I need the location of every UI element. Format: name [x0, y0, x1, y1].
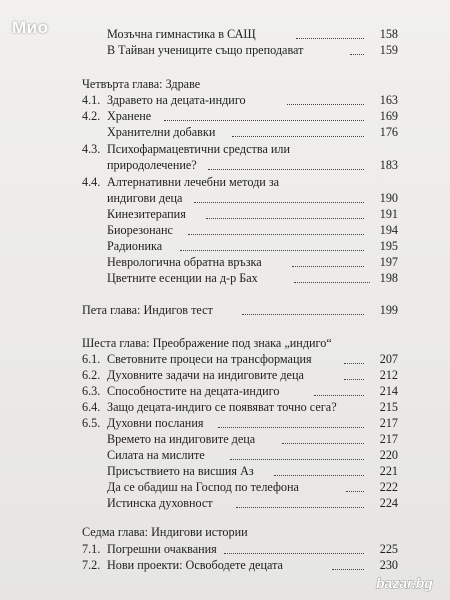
entry-text: Духовни послания	[107, 416, 204, 430]
toc-entry	[82, 27, 398, 41]
chapter-title: Седма глава: Индигови истории	[82, 525, 248, 539]
toc-entry	[82, 158, 398, 172]
entry-text: Да се обадиш на Господ по телефона	[107, 480, 299, 494]
section-number: 6.1.	[82, 352, 101, 366]
page-number: 176	[379, 125, 398, 139]
toc-entry	[82, 125, 398, 139]
page-number: 217	[379, 432, 398, 446]
entry-text: природолечение?	[107, 158, 197, 172]
toc-entry	[82, 207, 398, 221]
toc-entry	[82, 175, 398, 189]
page-number: 159	[379, 43, 398, 57]
dot-leader	[344, 378, 364, 380]
entry-text: Присъствието на висшия Аз	[107, 464, 254, 478]
page-number: 158	[379, 27, 398, 41]
entry-text: Погрешни очаквания	[107, 542, 217, 556]
page-number: 190	[379, 191, 398, 205]
section-number: 4.4.	[82, 175, 101, 189]
entry-text: Радионика	[107, 239, 163, 253]
entry-text: Мозъчна гимнастика в САЩ	[107, 27, 256, 41]
page-number: 207	[379, 352, 398, 366]
entry-text: В Тайван учениците също преподават	[107, 43, 304, 57]
dot-leader	[208, 168, 364, 170]
section-number: 6.4.	[82, 400, 101, 414]
chapter-heading	[82, 77, 398, 91]
page-number: 212	[379, 368, 398, 382]
entry-text: Времето на индиговите деца	[107, 432, 256, 446]
page-number: 222	[379, 480, 398, 494]
page-number: 197	[379, 255, 398, 269]
watermark-logo	[374, 572, 442, 594]
entry-text: Психофармацевтични средства или	[107, 142, 291, 156]
section-number: 6.5.	[82, 416, 101, 430]
section-number: 7.1.	[82, 542, 101, 556]
page-number: 230	[379, 558, 398, 572]
dot-leader	[294, 281, 370, 283]
page-number: 191	[379, 207, 398, 221]
dot-leader	[218, 426, 364, 428]
page-number: 220	[379, 448, 398, 462]
toc-entry	[82, 368, 398, 382]
dot-leader	[332, 568, 364, 570]
dot-leader	[350, 53, 364, 55]
dot-leader	[180, 249, 364, 251]
chapter-title: Пета глава: Индигов тест	[82, 303, 213, 317]
dot-leader	[344, 362, 364, 364]
dot-leader	[242, 313, 364, 315]
toc-entry	[82, 93, 398, 107]
page-number: 198	[379, 271, 398, 285]
watermark-logo-text: bazar.bg	[376, 575, 433, 591]
entry-text: Хранене	[107, 109, 152, 123]
toc-entry	[82, 239, 398, 253]
entry-text: Хранителни добавки	[107, 125, 216, 139]
dot-leader	[282, 442, 364, 444]
dot-leader	[346, 490, 364, 492]
page-number: 169	[379, 109, 398, 123]
page-number: 183	[379, 158, 398, 172]
page-number: 221	[379, 464, 398, 478]
entry-text: Защо децата-индиго се появяват точно сега?	[107, 400, 337, 414]
toc-entry	[82, 432, 398, 446]
toc-entry	[82, 400, 398, 414]
dot-leader	[236, 506, 364, 508]
entry-text: Цветните есенции на д-р Бах	[107, 271, 258, 285]
entry-text: Неврологична обратна връзка	[107, 255, 262, 269]
page-number: 195	[379, 239, 398, 253]
toc-entry	[82, 464, 398, 478]
toc-entry	[82, 352, 398, 366]
chapter-heading	[82, 525, 398, 539]
page-number: 224	[379, 496, 398, 510]
chapter-title: Четвърта глава: Здраве	[82, 77, 201, 91]
toc-entry	[82, 496, 398, 510]
toc-entry	[82, 558, 398, 572]
toc-entry	[82, 542, 398, 556]
toc-entry	[82, 191, 398, 205]
watermark-top: Мио	[12, 18, 49, 37]
dot-leader	[194, 201, 364, 203]
toc-entry	[82, 43, 398, 57]
entry-text: Нови проекти: Освободете децата	[107, 558, 283, 572]
entry-text: Истинска духовност	[107, 496, 213, 510]
page-number: 225	[379, 542, 398, 556]
section-number: 4.2.	[82, 109, 101, 123]
entry-text: Духовните задачи на индиговите деца	[107, 368, 304, 382]
chapter-title: Шеста глава: Преображение под знака „индиго“	[82, 336, 332, 350]
toc-entry	[82, 384, 398, 398]
dot-leader	[314, 394, 364, 396]
toc-entry	[82, 223, 398, 237]
page-number: 194	[379, 223, 398, 237]
toc-entry	[82, 448, 398, 462]
page-number: 214	[379, 384, 398, 398]
page-number: 163	[379, 93, 398, 107]
section-number: 6.3.	[82, 384, 101, 398]
toc-entry	[82, 109, 398, 123]
entry-text: Здравето на децата-индиго	[107, 93, 246, 107]
dot-leader	[224, 552, 364, 554]
chapter-heading	[82, 303, 398, 317]
section-number: 6.2.	[82, 368, 101, 382]
dot-leader	[188, 233, 364, 235]
page-number: 215	[379, 400, 398, 414]
toc-entry	[82, 480, 398, 494]
dot-leader	[164, 119, 364, 121]
toc-entry	[82, 416, 398, 430]
toc-entry	[82, 271, 398, 285]
dot-leader	[274, 474, 364, 476]
page-number: 217	[379, 416, 398, 430]
toc-entry	[82, 255, 398, 269]
dot-leader	[296, 37, 364, 39]
entry-text: Силата на мислите	[107, 448, 205, 462]
dot-leader	[232, 135, 364, 137]
dot-leader	[292, 265, 364, 267]
section-number: 7.2.	[82, 558, 101, 572]
page-number: 199	[379, 303, 398, 317]
entry-text: Алтернативни лечебни методи за	[107, 175, 280, 189]
section-number: 4.3.	[82, 142, 101, 156]
entry-text: Световните процеси на трансформация	[107, 352, 312, 366]
dot-leader	[287, 103, 364, 105]
chapter-heading	[82, 336, 398, 350]
entry-text: Биорезонанс	[107, 223, 173, 237]
entry-text: Кинезитерапия	[107, 207, 186, 221]
section-number: 4.1.	[82, 93, 101, 107]
dot-leader	[206, 217, 364, 219]
dot-leader	[230, 458, 364, 460]
entry-text: Способностите на децата-индиго	[107, 384, 280, 398]
toc-entry	[82, 142, 398, 156]
entry-text: индигови деца	[107, 191, 183, 205]
